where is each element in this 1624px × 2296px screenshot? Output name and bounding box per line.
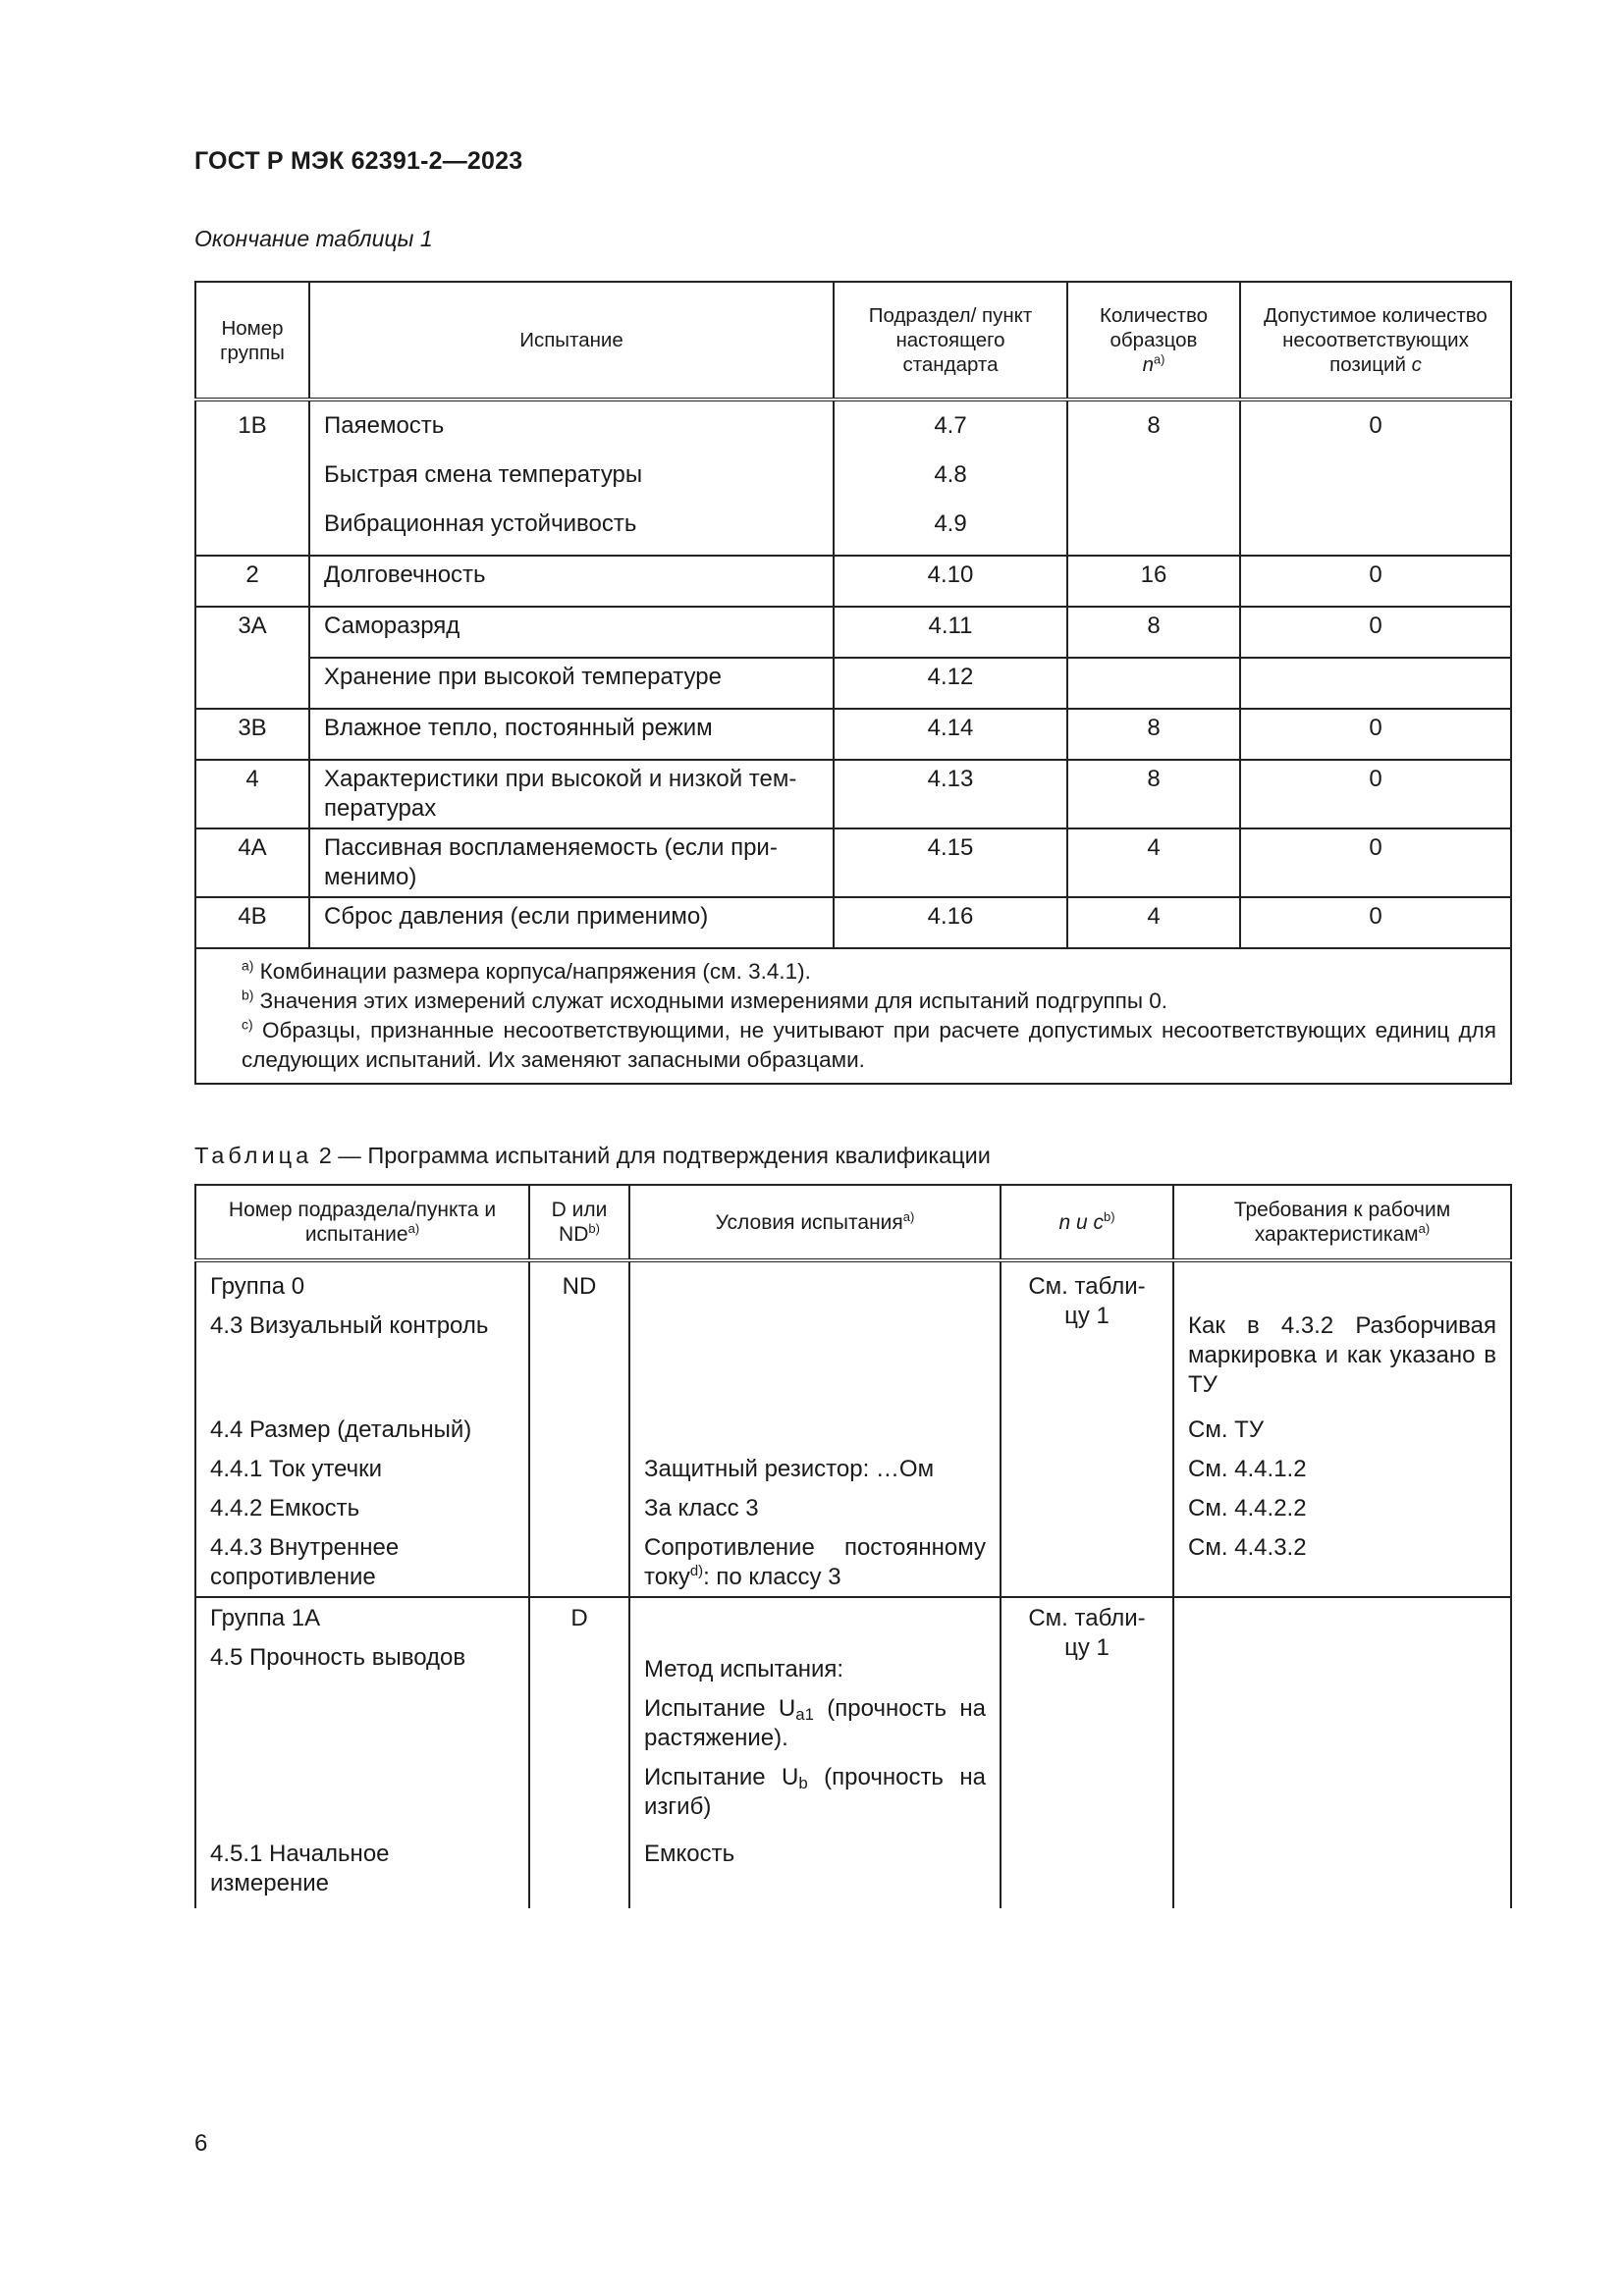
cell-clause: 4.5 Прочность выводов [195,1637,529,1688]
header-nonconforming-c: c [1411,353,1422,376]
cell-clause [195,1757,529,1826]
cell-clause: 4.8 [834,456,1067,506]
cell-samples [1067,658,1240,709]
cell-group: 4A [195,828,309,897]
cell-nonconf: 0 [1240,556,1511,607]
footnote-ref: a) [902,1208,915,1224]
footnote [214,1016,1496,1075]
cell-group: 4 [195,760,309,828]
table-row [195,400,1511,456]
table-2-caption [194,1143,991,1169]
cell-nonconf [1240,658,1511,709]
cell-samples: 8 [1067,400,1240,456]
cell-group [195,506,309,556]
cell-clause: 4.9 [834,506,1067,556]
cell-clause: Группа 0 [195,1260,529,1306]
cell-clause: 4.12 [834,658,1067,709]
cell-nonconf: 0 [1240,709,1511,760]
cell-test: Вибрационная устойчивость [309,506,834,556]
table-row [195,1527,1511,1597]
footnotes-cell [195,948,1511,1084]
cell-clause: 4.4 Размер (детальный) [195,1410,529,1449]
footnote-mark: a) [242,957,254,974]
table-row [195,556,1511,607]
cell-clause: 4.13 [834,760,1067,828]
cell-conditions [629,1260,1001,1410]
footnote [214,987,1496,1016]
footnote-ref: a) [1154,351,1165,367]
cell-requirements [1173,1597,1511,1908]
cell-test: Паяемость [309,400,834,456]
cell-clause: 4.7 [834,400,1067,456]
cell-test: Долговечность [309,556,834,607]
table-row [195,1410,1511,1449]
header-req-label: Требования к рабочим характеристикам [1233,1199,1451,1246]
cell-conditions [629,1688,1001,1757]
footnote-text: Значения этих измерений служат исходными измерениями для испытаний подгруппы 0. [259,988,1168,1013]
cell-clause: 4.4.3 Внутреннее сопротивление [195,1527,529,1597]
cell-clause: 4.15 [834,828,1067,897]
cell-samples: 8 [1067,760,1240,828]
cell-nonconf: 0 [1240,760,1511,828]
cond-text: : по классу 3 [703,1564,841,1590]
document-header: ГОСТ Р МЭК 62391-2—2023 [194,147,523,175]
cell-clause: 4.3 Визуальный контроль [195,1306,529,1410]
cell-clause: 4.14 [834,709,1067,760]
cell-clause [195,1688,529,1757]
cell-conditions [629,1410,1001,1449]
cell-clause: 4.10 [834,556,1067,607]
cell-group: 4B [195,897,309,948]
header-requirements [1173,1185,1511,1260]
cell-n-c: См. табли- цу 1 [1001,1597,1173,1908]
header-nonconforming-label: Допустимое количество несоответствующих позиций [1264,304,1488,376]
cell-clause: 4.4.2 Емкость [195,1488,529,1527]
footnote [214,957,1496,987]
cell-requirements: См. 4.4.2.2 [1173,1488,1511,1527]
cell-requirements [1173,1260,1511,1306]
table-2 [194,1184,1512,1908]
cell-n-c: См. табли- цу 1 [1001,1260,1173,1597]
cell-clause: 4.16 [834,897,1067,948]
header-clause-test [195,1185,529,1260]
cell-d-nd: D [529,1597,629,1908]
cell-nonconf [1240,506,1511,556]
header-d-nd [529,1185,629,1260]
header-samples [1067,282,1240,400]
cell-clause: 4.4.1 Ток утечки [195,1449,529,1488]
header-n-c [1001,1185,1173,1260]
cond-text: Испытание U [644,1764,799,1790]
table-row [195,1597,1511,1637]
cell-clause: 4.11 [834,607,1067,658]
footnote-text: Образцы, признанные несоответствующими, не учитывают при расчете допустимых несоответствующих единиц для следующих испытаний. Их заменяют запасными образцами. [242,1018,1496,1072]
header-d-label: D или ND [551,1199,608,1246]
cell-samples: 4 [1067,897,1240,948]
cell-test-line: Характеристики при высокой и низкой тем- [324,766,797,792]
table-row [195,658,1511,709]
table-row [195,760,1511,828]
header-clause-label: Номер подраздела/пункта и испытание [228,1199,497,1246]
table-2-caption-word: Таблица [194,1143,313,1168]
cell-test-line: пературах [324,795,437,822]
table-continuation-caption: Окончание таблицы 1 [194,226,433,251]
footnote-ref: d) [689,1564,704,1580]
cell-samples [1067,506,1240,556]
cell-conditions: Емкость [629,1826,1001,1908]
header-nc-label: n и c [1058,1210,1104,1234]
cell-test-line: менимо) [324,864,417,890]
cell-conditions: Защитный резистор: …Ом [629,1449,1001,1488]
cell-nonconf: 0 [1240,828,1511,897]
cell-test: Хранение при высокой температуре [309,658,834,709]
header-test: Испытание [309,282,834,400]
header-group-number: Номер группы [195,282,309,400]
cell-nonconf: 0 [1240,897,1511,948]
cell-requirements: См. ТУ [1173,1410,1511,1449]
cell-test [309,828,834,897]
cell-samples [1067,456,1240,506]
cell-conditions: Метод испытания: [629,1637,1001,1688]
footnote-ref: b) [1103,1208,1115,1224]
cell-group: 1B [195,400,309,456]
header-nonconforming [1240,282,1511,400]
table-row [195,828,1511,897]
cell-requirements: См. 4.4.1.2 [1173,1449,1511,1488]
table-notes [195,948,1511,1084]
footnote-ref: a) [1418,1221,1431,1237]
cond-text: Сопротивление постоянному току [644,1534,986,1590]
cell-clause: 4.5.1 Начальное измерение [195,1826,529,1908]
cell-requirements: См. 4.4.3.2 [1173,1527,1511,1597]
table-row [195,897,1511,948]
table-1 [194,281,1512,1085]
table-row [195,607,1511,658]
cell-conditions: За класс 3 [629,1488,1001,1527]
cell-test-line: Пассивная воспламеняемость (если при- [324,834,778,861]
cell-conditions [629,1527,1001,1597]
cell-requirements: Как в 4.3.2 Разборчивая маркировка и как указано в ТУ [1173,1306,1511,1410]
cell-conditions [629,1757,1001,1826]
table-row [195,709,1511,760]
cell-group: 3A [195,607,309,709]
footnote-mark: c) [242,1016,253,1033]
header-samples-label: Количество образцов [1099,304,1209,351]
cell-samples: 16 [1067,556,1240,607]
footnote-ref: a) [407,1221,420,1237]
header-conditions [629,1185,1001,1260]
cond-text: (прочность на растяжение). [644,1695,986,1751]
cell-group: 3B [195,709,309,760]
cell-nonconf: 0 [1240,607,1511,658]
cell-conditions [629,1597,1001,1637]
cell-test: Быстрая смена температуры [309,456,834,506]
cell-clause: Группа 1A [195,1597,529,1637]
cell-nonconf [1240,456,1511,506]
table-row [195,1260,1511,1306]
cell-nonconf: 0 [1240,400,1511,456]
cell-test [309,760,834,828]
cell-samples: 8 [1067,607,1240,658]
cell-group [195,456,309,506]
table-row [195,506,1511,556]
header-cond-label: Условия испытания [715,1210,903,1234]
table-2-caption-title: 2 — Программа испытаний для подтверждения квалификации [318,1143,991,1168]
subscript: a1 [795,1705,814,1725]
footnote-ref: b) [588,1221,600,1237]
cell-test: Сброс давления (если применимо) [309,897,834,948]
cell-test: Саморазряд [309,607,834,658]
table-row [195,1449,1511,1488]
cond-text: Испытание U [644,1695,796,1722]
cell-group: 2 [195,556,309,607]
cell-d-nd: ND [529,1260,629,1597]
cell-samples: 8 [1067,709,1240,760]
cond-text: (прочность на изгиб) [644,1764,986,1820]
subscript: b [798,1774,808,1793]
cell-samples: 4 [1067,828,1240,897]
page-number: 6 [194,2130,208,2157]
header-samples-n: n [1142,353,1155,376]
cell-test: Влажное тепло, постоянный режим [309,709,834,760]
header-clause: Подраздел/ пункт настоящего стандарта [834,282,1067,400]
footnote-text: Комбинации размера корпуса/напряжения (см. 3.4.1). [259,959,811,984]
table-row [195,456,1511,506]
footnote-mark: b) [242,987,254,1003]
table-row [195,1488,1511,1527]
